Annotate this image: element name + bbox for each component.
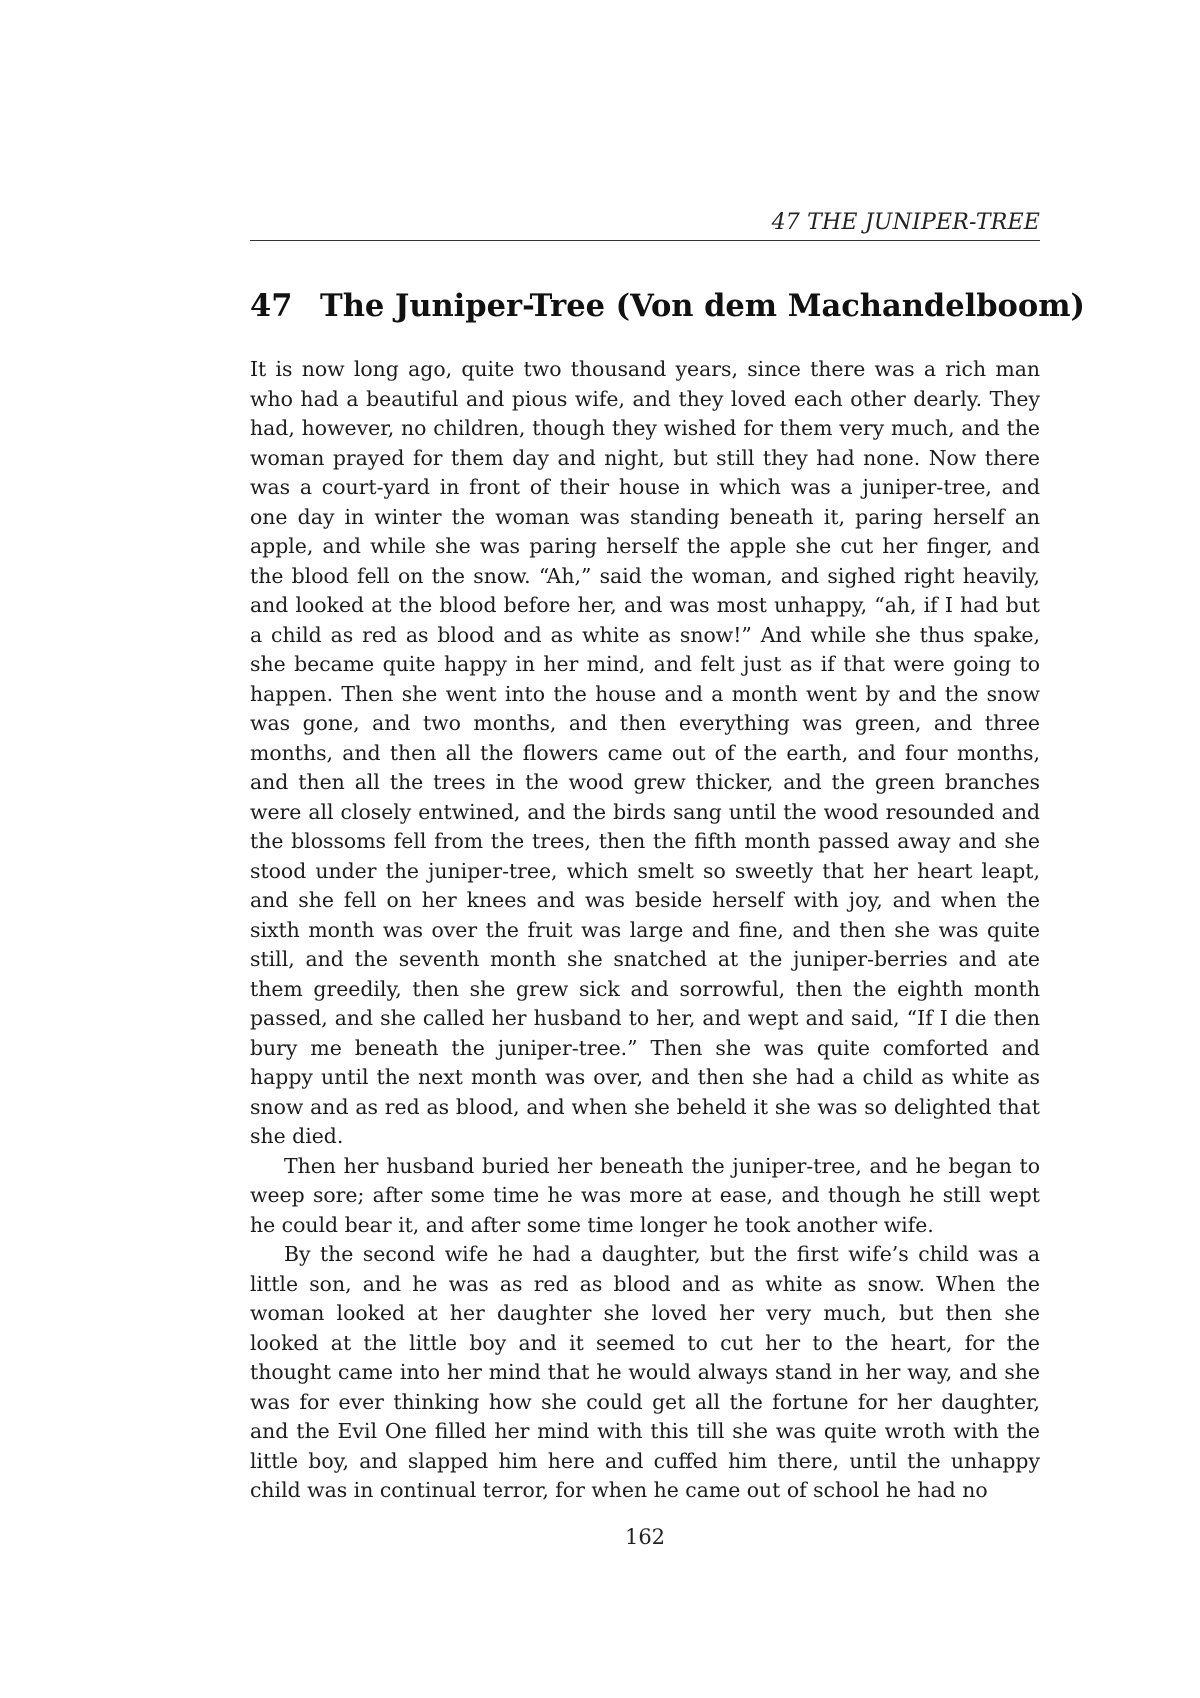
chapter-number: 47 bbox=[250, 288, 293, 324]
body-text bbox=[250, 355, 1040, 1506]
paragraph-1: It is now long ago, quite two thousand years, since there was a rich man who had a beautiful and pious wife, and they loved each other dearly. They had, however, no children, though they wished for them very much, and the woman prayed for them day and night, but still they had none. Now there was a court-yard in front of their house in which was a juniper-tree, and one day in winter the woman was standing beneath it, paring herself an apple, and while she was paring herself the apple she cut her finger, and the blood fell on the snow. “Ah,” said the woman, and sighed right heavily, and looked at the blood before her, and was most unhappy, “ah, if I had but a child as red as blood and as white as snow!” And while she thus spake, she became quite happy in her mind, and felt just as if that were going to happen. Then she went into the house and a month went by and the snow was gone, and two months, and then everything was green, and three months, and then all the flowers came out of the earth, and four months, and then all the trees in the wood grew thicker, and the green branches were all closely entwined, and the birds sang until the wood resounded and the blossoms fell from the trees, then the fifth month passed away and she stood under the juniper-tree, which smelt so sweetly that her heart leapt, and she fell on her knees and was beside herself with joy, and when the sixth month was over the fruit was large and fine, and then she was quite still, and the seventh month she snatched at the juniper-berries and ate them greedily, then she grew sick and sorrowful, then the eighth month passed, and she called her husband to her, and wept and said, “If I die then bury me beneath the juniper-tree.” Then she was quite comforted and happy until the next month was over, and then she had a child as white as snow and as red as blood, and when she beheld it she was so delighted that she died. bbox=[250, 357, 1040, 1148]
running-header: 47 THE JUNIPER-TREE bbox=[771, 210, 1040, 235]
chapter-heading bbox=[250, 286, 1085, 326]
paragraph-3: By the second wife he had a daughter, but the first wife’s child was a little son, and he was as red as blood and as white as snow. When the woman looked at her daughter she loved her very much, but then she looked at the little boy and it seemed to cut her to the heart, for the thought came into her mind that he would always stand in her way, and she was for ever thinking how she could get all the fortune for her daughter, and the Evil One filled her mind with this till she was quite wroth with the little boy, and slapped him here and cuffed him there, until the unhappy child was in continual terror, for when he came out of school he had no bbox=[250, 1242, 1040, 1502]
paragraph-2: Then her husband buried her beneath the juniper-tree, and he began to weep sore; after some time he was more at ease, and though he still wept he could bear it, and after some time longer he took another wife. bbox=[250, 1153, 1040, 1237]
page-number: 162 bbox=[624, 1525, 666, 1549]
chapter-title: The Juniper-Tree (Von dem Machandelboom) bbox=[320, 288, 1085, 324]
header-rule bbox=[250, 240, 1040, 241]
